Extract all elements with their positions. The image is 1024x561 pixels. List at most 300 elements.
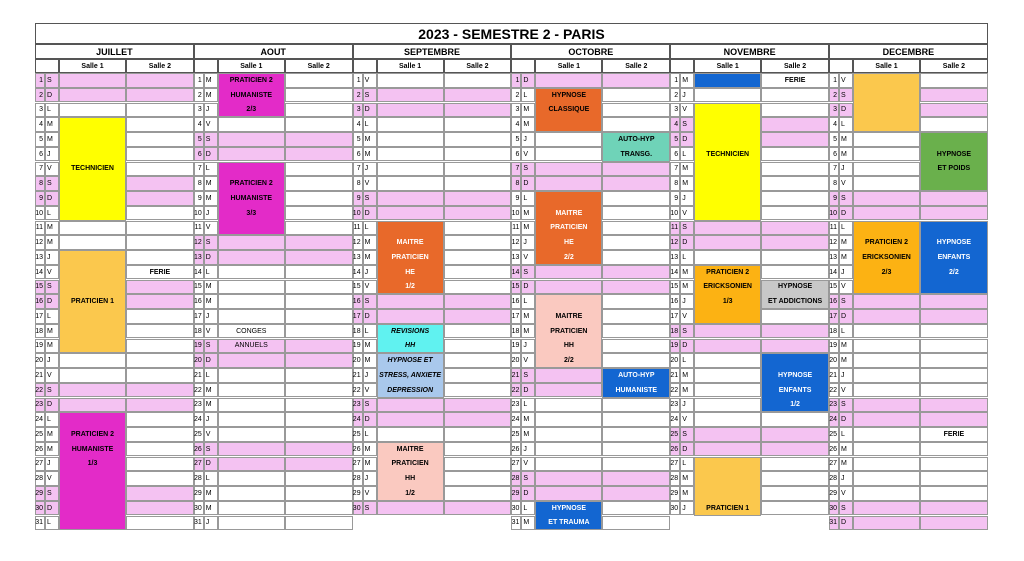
salle2-cell[interactable] [126, 309, 194, 324]
salle2-cell[interactable] [761, 191, 829, 206]
day-letter: V [680, 309, 694, 324]
salle2-cell[interactable] [602, 398, 670, 413]
salle1-cell[interactable] [853, 383, 920, 398]
salle2-cell[interactable] [602, 250, 670, 265]
salle2-cell[interactable] [285, 427, 353, 442]
salle2-cell[interactable] [126, 471, 194, 486]
salle2-cell[interactable] [444, 176, 512, 191]
salle1-cell[interactable] [218, 235, 285, 250]
salle2-cell[interactable] [602, 162, 670, 177]
salle2-cell[interactable] [920, 368, 988, 383]
salle1-cell[interactable] [535, 280, 602, 295]
salle1-cell[interactable] [853, 427, 920, 442]
salle1-cell[interactable] [535, 457, 602, 472]
salle1-cell[interactable] [535, 368, 602, 383]
salle2-cell[interactable] [761, 324, 829, 339]
salle1-cell[interactable] [694, 412, 761, 427]
salle2-cell[interactable] [920, 73, 988, 88]
salle1-cell[interactable] [535, 398, 602, 413]
salle2-cell[interactable] [126, 516, 194, 531]
salle1-cell[interactable] [218, 309, 285, 324]
salle1-cell[interactable] [218, 501, 285, 516]
salle2-cell[interactable] [285, 324, 353, 339]
salle2-cell[interactable] [920, 324, 988, 339]
salle2-cell[interactable] [444, 501, 512, 516]
day-letter: M [680, 383, 694, 398]
salle1-cell[interactable] [694, 235, 761, 250]
event-block[interactable] [694, 73, 761, 88]
salle2-cell[interactable] [761, 427, 829, 442]
salle1-cell[interactable] [694, 221, 761, 236]
salle2-cell[interactable] [285, 176, 353, 191]
salle2-cell[interactable] [920, 206, 988, 221]
salle1-cell[interactable] [59, 73, 126, 88]
salle2-cell[interactable] [602, 176, 670, 191]
salle2-cell[interactable] [602, 191, 670, 206]
salle2-cell[interactable] [602, 427, 670, 442]
salle2-cell[interactable] [285, 206, 353, 221]
salle2-cell[interactable] [126, 162, 194, 177]
salle2-cell[interactable] [602, 265, 670, 280]
salle2-cell[interactable] [761, 235, 829, 250]
salle2-cell[interactable] [285, 221, 353, 236]
day-number: 20 [511, 353, 521, 368]
salle2-cell[interactable] [444, 442, 512, 457]
salle2-cell[interactable] [285, 235, 353, 250]
salle1-cell[interactable] [853, 132, 920, 147]
salle1-cell[interactable] [853, 457, 920, 472]
salle1-cell[interactable] [218, 383, 285, 398]
day-letter: J [839, 368, 853, 383]
day-letter: M [839, 457, 853, 472]
salle2-cell[interactable] [285, 117, 353, 132]
salle2-cell[interactable] [285, 265, 353, 280]
salle2-cell[interactable] [761, 309, 829, 324]
salle1-cell[interactable] [694, 442, 761, 457]
salle2-cell[interactable] [126, 457, 194, 472]
salle2-cell[interactable] [126, 88, 194, 103]
salle2-cell[interactable] [920, 353, 988, 368]
salle1-cell[interactable] [853, 486, 920, 501]
salle1-cell[interactable] [694, 427, 761, 442]
salle1-cell[interactable] [694, 398, 761, 413]
salle1-cell[interactable] [218, 280, 285, 295]
salle2-cell[interactable] [761, 132, 829, 147]
salle2-cell[interactable] [761, 117, 829, 132]
day-letter: M [521, 117, 535, 132]
salle1-cell[interactable] [535, 486, 602, 501]
event-label: 2/2 [949, 268, 959, 276]
salle2-cell[interactable] [126, 383, 194, 398]
salle2-cell[interactable] [285, 457, 353, 472]
salle1-cell[interactable] [377, 73, 444, 88]
salle2-cell[interactable] [126, 412, 194, 427]
salle2-cell[interactable] [126, 501, 194, 516]
salle2-cell[interactable] [602, 486, 670, 501]
day-letter: V [45, 471, 59, 486]
salle2-cell[interactable] [126, 176, 194, 191]
salle2-cell[interactable] [285, 73, 353, 88]
salle1-cell[interactable] [377, 132, 444, 147]
salle1-cell[interactable] [218, 117, 285, 132]
salle2-cell[interactable] [126, 73, 194, 88]
salle2-cell[interactable] [126, 486, 194, 501]
salle2-cell[interactable] [602, 294, 670, 309]
salle2-cell[interactable] [920, 457, 988, 472]
salle2-cell[interactable] [285, 294, 353, 309]
day-column-header [670, 59, 694, 73]
salle2-cell[interactable] [285, 147, 353, 162]
salle2-cell[interactable] [602, 501, 670, 516]
event-block[interactable] [853, 73, 920, 132]
salle2-cell[interactable] [285, 250, 353, 265]
salle2-cell[interactable] [920, 442, 988, 457]
salle2-cell[interactable] [126, 117, 194, 132]
salle2-cell[interactable] [285, 486, 353, 501]
salle1-cell[interactable] [377, 294, 444, 309]
day-letter: D [363, 412, 377, 427]
day-number: 16 [194, 294, 204, 309]
salle1-cell[interactable] [59, 103, 126, 118]
salle1-cell[interactable] [377, 398, 444, 413]
salle2-cell[interactable] [761, 162, 829, 177]
salle1-cell[interactable] [535, 147, 602, 162]
salle1-cell[interactable] [853, 191, 920, 206]
salle1-cell[interactable] [59, 88, 126, 103]
salle2-cell[interactable] [444, 294, 512, 309]
salle2-cell[interactable] [761, 412, 829, 427]
salle2-cell[interactable] [285, 516, 353, 531]
day-letter: M [45, 324, 59, 339]
salle2-cell[interactable] [126, 250, 194, 265]
salle1-cell[interactable] [59, 221, 126, 236]
salle1-cell[interactable] [218, 294, 285, 309]
salle1-cell[interactable] [535, 162, 602, 177]
salle1-cell[interactable] [59, 398, 126, 413]
salle1-cell[interactable] [853, 309, 920, 324]
day-number: 29 [353, 486, 363, 501]
salle2-cell[interactable] [285, 132, 353, 147]
salle2-cell[interactable] [285, 309, 353, 324]
salle1-cell[interactable] [59, 353, 126, 368]
salle2-cell[interactable] [285, 103, 353, 118]
salle1-cell[interactable] [694, 324, 761, 339]
salle2-cell[interactable] [444, 103, 512, 118]
salle1-cell[interactable] [377, 206, 444, 221]
salle2-cell[interactable] [285, 442, 353, 457]
day-letter: S [680, 427, 694, 442]
salle2-cell[interactable] [602, 88, 670, 103]
salle1-cell[interactable] [535, 442, 602, 457]
salle2-cell[interactable] [126, 132, 194, 147]
salle1-cell[interactable] [535, 132, 602, 147]
salle1-cell[interactable] [694, 368, 761, 383]
salle2-cell[interactable] [444, 309, 512, 324]
day-number: 11 [35, 221, 45, 236]
salle2-cell[interactable] [126, 398, 194, 413]
salle2-cell[interactable] [761, 88, 829, 103]
salle2-cell[interactable] [761, 103, 829, 118]
day-letter: M [204, 176, 218, 191]
salle1-cell[interactable] [377, 103, 444, 118]
salle2-cell[interactable] [444, 265, 512, 280]
salle1-cell[interactable] [218, 471, 285, 486]
event-label: 1/3 [87, 460, 98, 468]
salle2-cell[interactable] [761, 221, 829, 236]
salle2-cell[interactable] [285, 383, 353, 398]
salle2-cell[interactable] [602, 117, 670, 132]
salle2-cell[interactable] [602, 339, 670, 354]
salle2-cell[interactable] [444, 191, 512, 206]
day-letter: J [363, 471, 377, 486]
day-number: 22 [829, 383, 839, 398]
salle2-cell[interactable] [126, 280, 194, 295]
salle2-cell[interactable] [602, 235, 670, 250]
salle2-cell[interactable] [126, 191, 194, 206]
salle2-cell[interactable] [444, 324, 512, 339]
salle1-cell[interactable] [853, 324, 920, 339]
salle2-cell[interactable] [602, 471, 670, 486]
salle2-cell[interactable] [285, 88, 353, 103]
salle1-cell[interactable] [853, 147, 920, 162]
salle2-cell[interactable] [602, 221, 670, 236]
salle1-cell[interactable] [377, 162, 444, 177]
salle2-cell[interactable] [602, 309, 670, 324]
salle1-cell[interactable] [535, 73, 602, 88]
salle2-cell[interactable] [126, 427, 194, 442]
salle2-cell[interactable] [920, 103, 988, 118]
salle2-cell[interactable] [920, 383, 988, 398]
salle2-cell[interactable] [126, 339, 194, 354]
salle1-cell[interactable] [694, 339, 761, 354]
salle2-cell[interactable] [126, 442, 194, 457]
day-number: 13 [829, 250, 839, 265]
salle1-cell[interactable] [853, 339, 920, 354]
salle2-cell[interactable] [444, 280, 512, 295]
salle2-cell[interactable] [285, 471, 353, 486]
salle2-cell[interactable] [761, 486, 829, 501]
salle1-cell[interactable] [59, 235, 126, 250]
salle2-cell[interactable] [920, 516, 988, 531]
salle1-cell[interactable] [853, 206, 920, 221]
salle2-cell[interactable] [444, 457, 512, 472]
salle2-cell[interactable] [761, 250, 829, 265]
salle2-cell[interactable] [444, 368, 512, 383]
salle2-cell[interactable] [285, 339, 353, 354]
salle2-cell[interactable] [602, 457, 670, 472]
salle1-cell[interactable] [218, 516, 285, 531]
salle2-cell[interactable] [444, 221, 512, 236]
salle1-cell[interactable] [853, 412, 920, 427]
salle1-cell[interactable] [218, 147, 285, 162]
day-letter: M [680, 73, 694, 88]
salle1-cell[interactable] [377, 412, 444, 427]
salle1-cell[interactable] [377, 427, 444, 442]
salle1-cell[interactable] [535, 265, 602, 280]
salle1-cell[interactable] [853, 442, 920, 457]
salle2-cell[interactable] [126, 368, 194, 383]
salle1-cell[interactable] [218, 427, 285, 442]
salle2-cell[interactable] [126, 324, 194, 339]
salle2-cell[interactable] [920, 117, 988, 132]
salle1-cell[interactable] [59, 368, 126, 383]
salle2-cell[interactable] [920, 88, 988, 103]
salle2-cell[interactable] [285, 353, 353, 368]
salle1-cell[interactable] [59, 383, 126, 398]
salle2-cell[interactable] [126, 103, 194, 118]
salle1-cell[interactable] [218, 368, 285, 383]
salle2-cell[interactable] [444, 250, 512, 265]
salle2-cell[interactable] [444, 412, 512, 427]
salle1-cell[interactable] [853, 501, 920, 516]
salle2-cell[interactable] [602, 353, 670, 368]
salle2-cell[interactable] [761, 265, 829, 280]
salle1-cell[interactable] [853, 516, 920, 531]
salle2-cell[interactable] [444, 353, 512, 368]
salle1-cell[interactable] [853, 176, 920, 191]
salle1-cell[interactable] [218, 132, 285, 147]
salle2-cell[interactable] [126, 147, 194, 162]
salle1-cell[interactable] [853, 162, 920, 177]
salle2-cell[interactable] [126, 221, 194, 236]
salle2-cell[interactable] [602, 324, 670, 339]
salle2-cell[interactable] [920, 412, 988, 427]
salle2-cell[interactable] [920, 191, 988, 206]
salle2-cell[interactable] [444, 117, 512, 132]
day-number: 18 [194, 324, 204, 339]
salle1-cell[interactable] [535, 427, 602, 442]
salle2-cell[interactable] [285, 412, 353, 427]
salle1-cell[interactable] [377, 176, 444, 191]
salle2-cell[interactable] [602, 516, 670, 531]
salle1-cell[interactable] [535, 383, 602, 398]
salle1-cell[interactable] [218, 442, 285, 457]
salle2-cell[interactable] [444, 73, 512, 88]
salle2-cell[interactable] [444, 471, 512, 486]
salle1-cell[interactable] [377, 191, 444, 206]
salle2-cell[interactable] [602, 280, 670, 295]
event-label: AUTO-HYP [618, 135, 655, 143]
salle1-cell[interactable] [377, 309, 444, 324]
salle2-cell[interactable] [285, 501, 353, 516]
salle2-cell[interactable] [285, 191, 353, 206]
salle2-cell[interactable] [285, 368, 353, 383]
salle2-cell[interactable] [126, 353, 194, 368]
salle2-cell[interactable] [920, 501, 988, 516]
day-number: 30 [511, 501, 521, 516]
salle2-cell[interactable] [444, 132, 512, 147]
event-label: STRESS, ANXIETE [379, 371, 442, 379]
salle2-cell[interactable] [602, 206, 670, 221]
salle1-cell[interactable] [535, 412, 602, 427]
day-letter: S [45, 383, 59, 398]
day-letter: M [45, 427, 59, 442]
salle2-cell[interactable] [761, 206, 829, 221]
salle2-cell[interactable] [285, 162, 353, 177]
salle2-cell[interactable] [920, 309, 988, 324]
salle2-cell[interactable] [920, 294, 988, 309]
salle2-cell[interactable] [444, 235, 512, 250]
salle1-cell[interactable] [377, 117, 444, 132]
day-letter: L [521, 294, 535, 309]
salle1-cell[interactable] [218, 398, 285, 413]
salle2-cell[interactable] [444, 147, 512, 162]
salle1-cell[interactable] [853, 353, 920, 368]
day-number: 29 [670, 486, 680, 501]
salle1-cell[interactable] [218, 250, 285, 265]
salle2-cell[interactable] [761, 176, 829, 191]
salle2-cell[interactable] [285, 280, 353, 295]
salle2-cell[interactable] [285, 398, 353, 413]
salle2-cell[interactable] [920, 398, 988, 413]
salle2-cell[interactable] [602, 73, 670, 88]
salle2-cell[interactable] [444, 88, 512, 103]
salle1-cell[interactable] [853, 398, 920, 413]
salle2-cell[interactable] [761, 471, 829, 486]
salle2-cell[interactable] [444, 383, 512, 398]
salle2-cell[interactable] [761, 339, 829, 354]
salle2-cell[interactable] [920, 471, 988, 486]
salle2-cell[interactable] [920, 339, 988, 354]
salle1-cell[interactable] [377, 501, 444, 516]
salle1-cell[interactable] [218, 265, 285, 280]
salle1-cell[interactable] [853, 294, 920, 309]
salle1-cell[interactable] [853, 471, 920, 486]
salle2-cell[interactable] [444, 339, 512, 354]
salle2-cell[interactable] [126, 294, 194, 309]
salle2-cell[interactable] [126, 206, 194, 221]
salle1-cell[interactable] [535, 471, 602, 486]
day-number: 1 [670, 73, 680, 88]
salle1-cell[interactable] [694, 353, 761, 368]
day-letter: D [521, 73, 535, 88]
salle2-cell[interactable] [920, 486, 988, 501]
salle2-cell[interactable] [126, 235, 194, 250]
salle1-cell[interactable] [694, 250, 761, 265]
salle2-cell[interactable] [444, 162, 512, 177]
salle2-cell[interactable] [761, 442, 829, 457]
day-letter: V [680, 412, 694, 427]
day-letter: S [363, 88, 377, 103]
salle1-cell[interactable] [694, 88, 761, 103]
salle2-cell[interactable] [444, 427, 512, 442]
salle1-cell[interactable] [694, 383, 761, 398]
day-number: 22 [511, 383, 521, 398]
day-number: 4 [511, 117, 521, 132]
salle1-cell[interactable] [535, 176, 602, 191]
salle1-header: Salle 1 [694, 59, 761, 73]
salle1-cell[interactable] [218, 412, 285, 427]
day-letter: D [363, 103, 377, 118]
salle2-cell[interactable] [602, 442, 670, 457]
salle2-cell[interactable] [761, 457, 829, 472]
salle1-cell[interactable] [853, 368, 920, 383]
salle1-cell[interactable] [218, 457, 285, 472]
salle2-cell[interactable] [761, 501, 829, 516]
salle1-cell[interactable] [377, 147, 444, 162]
salle2-cell[interactable] [761, 147, 829, 162]
salle1-cell[interactable] [218, 486, 285, 501]
salle2-cell[interactable] [602, 412, 670, 427]
day-number: 10 [511, 206, 521, 221]
salle2-cell[interactable] [444, 206, 512, 221]
event-block[interactable] [694, 103, 761, 221]
salle2-cell[interactable] [602, 103, 670, 118]
salle2-cell[interactable] [444, 398, 512, 413]
salle1-cell[interactable] [218, 353, 285, 368]
salle2-cell[interactable] [444, 486, 512, 501]
salle1-cell[interactable] [377, 88, 444, 103]
